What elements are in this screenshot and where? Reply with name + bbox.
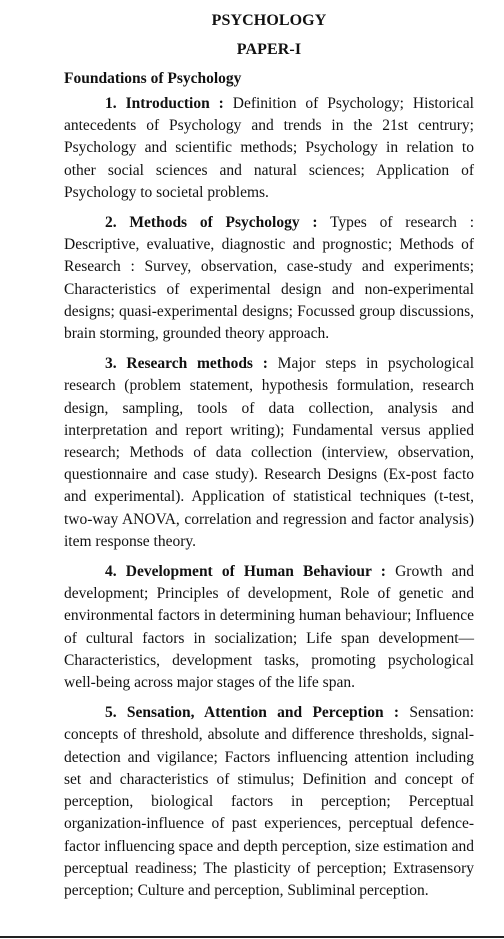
section-text: Sensation: concepts of threshold, absolute and difference thresholds, signal-detection and vigilance; Factors influencing attention including set and characteristics of stimulus; Definition and concept of perception, biological factors in perception; Perceptual organization-influence of past experiences, perceptual defence-factor influencing space and depth perception, size estimation and perceptual readiness; The plasticity of perception; Extrasensory perception; Culture and perception, Subliminal perception. <box>64 704 474 899</box>
section-title: 4. Development of Human Behaviour : <box>105 563 386 581</box>
section-text: Types of research : Descriptive, evaluative, diagnostic and prognostic; Methods of Research : Survey, observation, case-study and experiments; Characteristics of experimental design and non-experimental designs; quasi-experimental designs; Focussed group discussions, brain storming, grounded theory approach. <box>64 214 474 343</box>
section-sensation-attention-perception <box>64 702 474 902</box>
section-introduction <box>64 93 474 204</box>
section-text: Growth and development; Principles of development, Role of genetic and environmental factors in determining human behaviour; Influence of cultural factors in socialization; Life span development—Characteristics, development tasks, promoting psychological well-being across major stages of the life span. <box>64 563 474 692</box>
section-development-of-human-behaviour <box>64 561 474 694</box>
section-research-methods <box>64 353 474 553</box>
section-title: 5. Sensation, Attention and Perception : <box>105 704 400 722</box>
section-title: 3. Research methods : <box>105 355 268 373</box>
section-methods-of-psychology <box>64 212 474 345</box>
section-text: Major steps in psychological research (problem statement, hypothesis formulation, research design, sampling, tools of data collection, analysis and interpretation and report writing); Fundamental versus applied research; Methods of data collection (interview, observation, questionnaire and case study). Research Designs (Ex-post facto and experimental). Application of statistical techniques (t-test, two-way ANOVA, correlation and regression and factor analysis) item response theory. <box>64 355 474 550</box>
section-title: 2. Methods of Psychology : <box>105 214 318 232</box>
document-subject-title: PSYCHOLOGY <box>211 12 327 29</box>
document-paper-title: PAPER-I <box>236 41 302 58</box>
page-bottom-rule <box>0 936 504 938</box>
section-title: 1. Introduction : <box>105 95 224 112</box>
section-text: Definition of Psychology; Historical antecedents of Psychology and trends in the 21st centrury; Psychology and scientific methods; Psychology in relation to other social sciences and natural sciences; Application of Psychology to societal problems. <box>64 95 474 201</box>
section-group-heading: Foundations of Psychology <box>64 70 242 87</box>
